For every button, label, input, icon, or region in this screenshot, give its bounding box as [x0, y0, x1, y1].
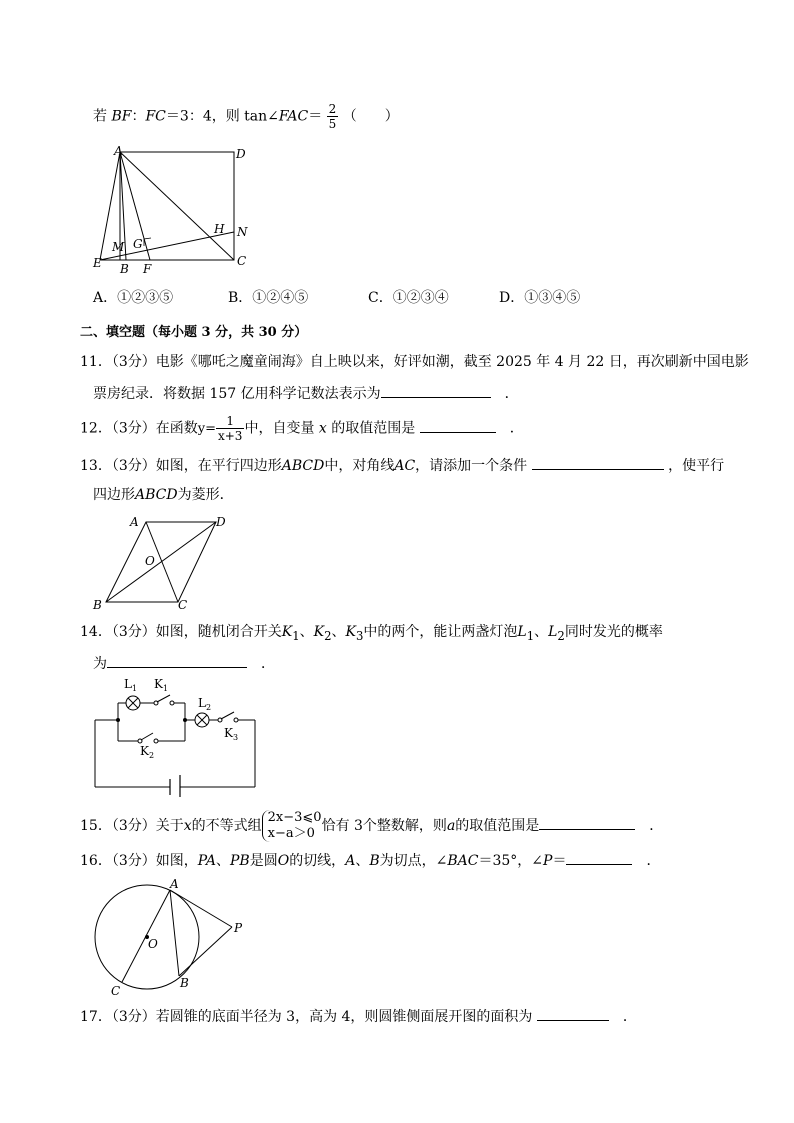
- q17-blank[interactable]: [537, 1006, 609, 1021]
- label-A: A: [170, 877, 179, 891]
- q10-fraction: [327, 102, 339, 131]
- label-O: O: [148, 937, 158, 951]
- q14-line2: 为 ．: [93, 653, 275, 674]
- q10-fc: FC: [145, 108, 166, 125]
- q14-circuit: [90, 675, 265, 797]
- q12-line: 12．（3分）在函数y= $\frac{1}{x+3}$ 中，自变量 x 的取值范围是 ．: [80, 414, 524, 443]
- q10-text: 若: [93, 108, 107, 125]
- q16-figure: [90, 872, 255, 1000]
- label-E: E: [93, 256, 102, 270]
- q13-figure: [88, 510, 248, 615]
- q11-line2: 票房纪录．将数据 157 亿用科学记数法表示为 ．: [93, 383, 519, 404]
- label-C: C: [178, 598, 188, 612]
- label-A: A: [114, 144, 123, 158]
- q11-line1: 11．（3分）电影《哪吒之魔童闹海》自上映以来，好评如潮，截至 2025 年 4 月 22 日，再次刷新中国电影: [80, 354, 749, 370]
- option-c: C．①②③④: [368, 290, 449, 306]
- label-D: D: [216, 515, 226, 529]
- label-F: F: [143, 262, 152, 276]
- q10-bf: BF: [111, 108, 132, 125]
- q10-condition: [93, 102, 399, 131]
- label-K2: $K_2$: [140, 744, 155, 760]
- q16-line: 16．（3分）如图，PA、PB是圆O的切线，A、B为切点，∠BAC＝35°，∠P＝ ．: [80, 850, 660, 871]
- fraction-denominator: 5: [328, 117, 337, 131]
- label-B: B: [93, 598, 102, 612]
- label-L2: $L_2$: [198, 696, 212, 712]
- q14-blank[interactable]: [107, 653, 247, 668]
- label-L1: $L_1$: [124, 677, 138, 693]
- label-G: G: [133, 237, 143, 251]
- q10-figure: [88, 140, 258, 280]
- q11-blank[interactable]: [381, 383, 491, 398]
- q15-inequality-system: 2x−3⩽0 x−a＞0: [262, 810, 322, 842]
- label-B: B: [120, 262, 129, 276]
- section-title: 二、填空题（每小题 3 分，共 30 分）: [80, 325, 308, 340]
- q12-blank[interactable]: [420, 418, 496, 433]
- q17-line: 17．（3分）若圆锥的底面半径为 3，高为 4，则圆锥侧面展开图的面积为 ．: [80, 1006, 637, 1027]
- label-M: M: [112, 240, 125, 254]
- q14-line1: 14．（3分）如图，随机闭合开关$K_1$、$K_2$、$K_3$中的两个，能让两盏灯泡$L_1$、$L_2$同时发光的概率: [80, 624, 663, 643]
- option-b: B．①②④⑤: [228, 290, 309, 306]
- label-O: O: [145, 554, 155, 568]
- q16-blank[interactable]: [566, 850, 632, 865]
- label-D: D: [236, 147, 246, 161]
- q15-blank[interactable]: [539, 815, 635, 830]
- label-A: A: [130, 515, 139, 529]
- label-H: H: [214, 222, 225, 236]
- q10-fac: FAC: [278, 108, 309, 125]
- label-N: N: [237, 225, 248, 239]
- label-B: B: [180, 976, 189, 990]
- q13-line2: 四边形ABCD为菱形．: [93, 487, 234, 503]
- q10-ratio: ＝3：4，则 tan∠: [165, 108, 279, 125]
- option-a: A．①②③⑤: [93, 290, 174, 306]
- q13-line1: 13．（3分）如图，在平行四边形ABCD中，对角线AC，请添加一个条件 ，使平行: [80, 455, 724, 476]
- q13-blank[interactable]: [532, 455, 664, 470]
- label-K3: $K_3$: [224, 726, 239, 742]
- q10-colon: ：: [131, 108, 146, 125]
- q15-line: 15．（3分）关于x的不等式组 2x−3⩽0 x−a＞0 恰有 3个整数解，则a的取值范围是 ．: [80, 810, 664, 841]
- q12-fraction: $\frac{1}{x+3}$: [217, 414, 243, 443]
- option-d: D．①③④⑤: [499, 290, 581, 306]
- q10-answer-paren: （ ）: [342, 108, 399, 125]
- label-C: C: [237, 254, 247, 268]
- q10-eq: ＝: [308, 108, 323, 125]
- fraction-numerator: 2: [328, 102, 337, 116]
- label-P: P: [234, 921, 243, 935]
- label-C: C: [111, 984, 121, 998]
- label-K1: $K_1$: [154, 677, 169, 693]
